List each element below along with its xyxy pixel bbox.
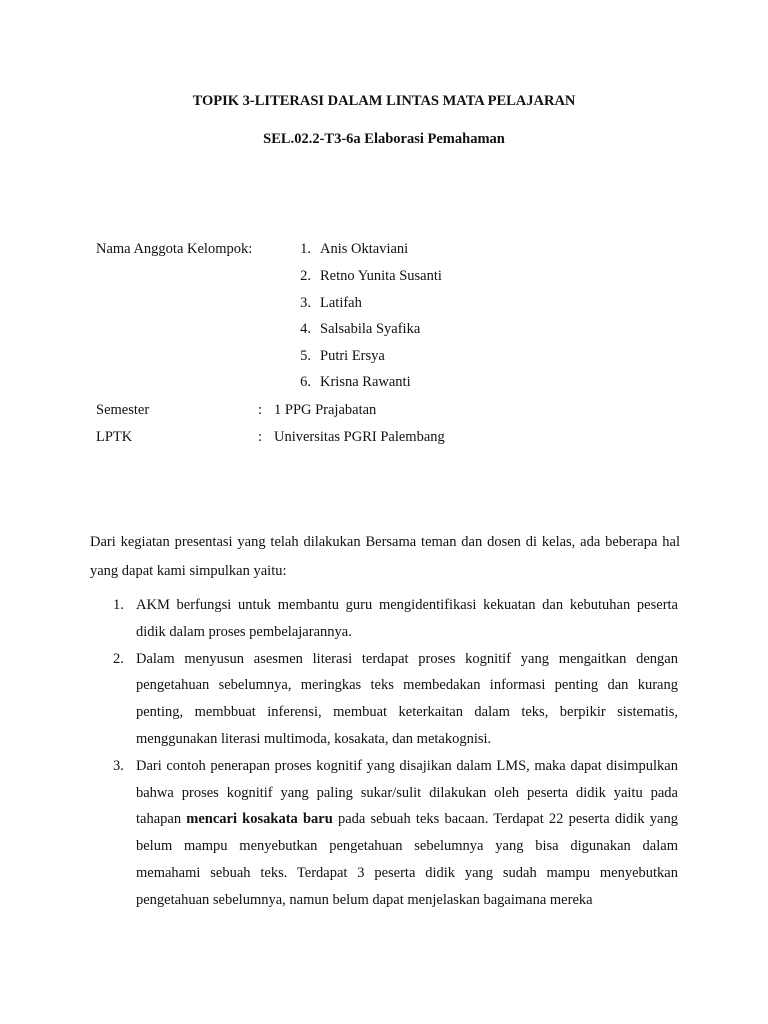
list-item-number: 3. [113, 757, 124, 774]
member-number: 2. [300, 268, 311, 284]
list-item [90, 753, 678, 914]
semester-colon: : [258, 402, 263, 418]
member-name: Krisna Rawanti [320, 374, 411, 390]
list-item-emphasis: mencari kosakata baru [186, 811, 333, 828]
lptk-value: Universitas PGRI Palembang [274, 429, 445, 445]
list-item-text-end: pada sebuah teks bacaan. Terdapat 22 peserta didik yang belum mampu menyebutkan pengetahuan sebelumnya yang bisa digunakan dalam memahami sebuah teks. Terdapat 3 peserta didik yang sudah mampu menyebutkan pengetahuan sebelumnya, namun belum dapat menjelaskan bagaimana mereka [136, 811, 678, 908]
member-name: Anis Oktaviani [320, 241, 409, 257]
member-number: 1. [300, 241, 311, 257]
list-item-text: Dalam menyusun asesmen literasi terdapat proses kognitif yang mengaitkan dengan pengetahuan sebelumnya, meringkas teks membedakan informasi penting dan kurang penting, membbuat inferensi, membuat keterkaitan dalam teks, berpikir sistematis, menggunakan literasi multimoda, kosakata, dan metakognisi. [136, 650, 678, 747]
list-item [90, 592, 678, 646]
members-label: Nama Anggota Kelompok: [96, 241, 253, 257]
member-name: Salsabila Syafika [320, 321, 421, 337]
list-item-text: AKM berfungsi untuk membantu guru mengidentifikasi kekuatan dan kebutuhan peserta didik dalam proses pembelajarannya. [136, 597, 678, 640]
document-title: TOPIK 3-LITERASI DALAM LINTAS MATA PELAJARAN [192, 93, 576, 109]
member-number: 6. [300, 374, 311, 390]
member-number: 4. [300, 321, 311, 337]
member-name: Latifah [320, 295, 362, 311]
list-item-number: 2. [113, 650, 124, 667]
list-item-text-start: Dari contoh penerapan proses kognitif yang disajikan dalam LMS, maka dapat disimpulkan bahwa proses kognitif yang paling sukar/sulit dilakukan oleh peserta didik yaitu pada tahapan [136, 757, 678, 828]
semester-label: Semester [96, 402, 150, 418]
conclusion-list [90, 592, 678, 914]
lptk-label: LPTK [96, 429, 133, 445]
semester-value: 1 PPG Prajabatan [274, 402, 377, 418]
list-item-number: 1. [113, 597, 124, 613]
member-number: 5. [300, 348, 311, 364]
member-number: 3. [300, 295, 311, 311]
lptk-colon: : [258, 429, 263, 445]
list-item [90, 646, 678, 753]
intro-paragraph: Dari kegiatan presentasi yang telah dilakukan Bersama teman dan dosen di kelas, ada beberapa hal yang dapat kami simpulkan yaitu: [90, 534, 680, 579]
document-subtitle: SEL.02.2-T3-6a Elaborasi Pemahaman [263, 131, 505, 147]
member-name: Putri Ersya [320, 348, 385, 364]
member-name: Retno Yunita Susanti [320, 268, 442, 284]
